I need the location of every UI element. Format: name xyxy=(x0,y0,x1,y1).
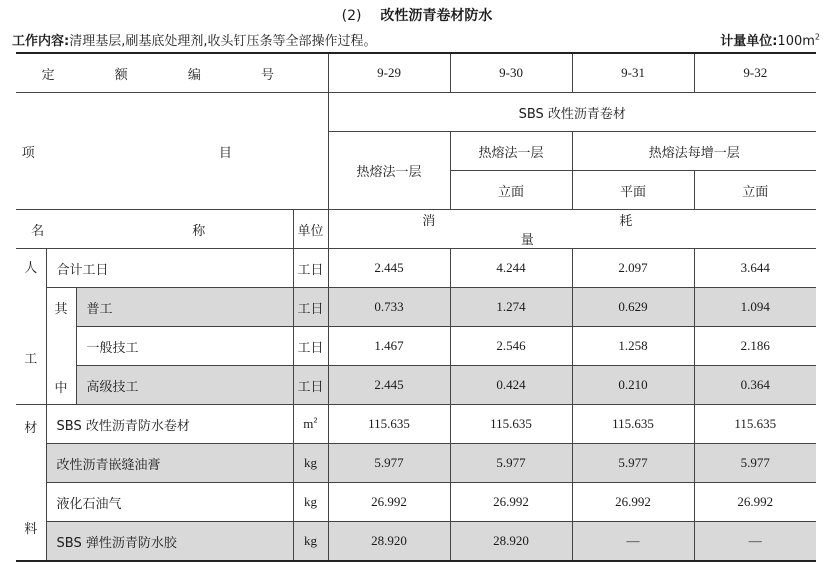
value-cell: 2.546 xyxy=(450,327,572,366)
value-cell: 26.992 xyxy=(328,483,450,522)
row-name: 合计工日 xyxy=(46,249,293,288)
value-cell: 28.920 xyxy=(328,522,450,562)
labor-category: 人 工 xyxy=(16,249,46,405)
section-title xyxy=(0,5,834,25)
row-unit: kg xyxy=(293,483,328,522)
value-cell: — xyxy=(572,522,694,562)
item-header-row-1 xyxy=(16,93,816,132)
value-cell: 115.635 xyxy=(450,405,572,444)
value-cell: 5.977 xyxy=(450,444,572,483)
item-label: 项 目 xyxy=(16,93,328,210)
value-cell: 1.094 xyxy=(694,288,816,327)
work-content-label: 工作内容: xyxy=(12,34,70,49)
labor-row xyxy=(16,249,816,288)
row-name: SBS 弹性沥青防水胶 xyxy=(46,522,293,562)
code-cell: 9-32 xyxy=(694,53,816,93)
code-row xyxy=(16,53,816,93)
value-cell: 115.635 xyxy=(694,405,816,444)
row-unit: kg xyxy=(293,444,328,483)
value-cell: 115.635 xyxy=(572,405,694,444)
section-number: (2) xyxy=(341,8,362,24)
value-cell: 0.733 xyxy=(328,288,450,327)
row-name: 高级技工 xyxy=(76,366,293,405)
value-cell: 5.977 xyxy=(572,444,694,483)
work-content-text: 清理基层,刷基底处理剂,收头钉压条等全部操作过程。 xyxy=(69,34,377,49)
value-cell: 1.274 xyxy=(450,288,572,327)
plane: 平面 xyxy=(572,171,694,210)
measure-unit-value: 100m xyxy=(777,34,815,49)
labor-row xyxy=(16,288,816,327)
facade-1: 立面 xyxy=(450,171,572,210)
value-cell: 2.186 xyxy=(694,327,816,366)
labor-row xyxy=(16,366,816,405)
row-unit: 工日 xyxy=(293,366,328,405)
value-cell: 26.992 xyxy=(450,483,572,522)
value-cell: 2.445 xyxy=(328,366,450,405)
material-row xyxy=(16,483,816,522)
value-cell: 3.644 xyxy=(694,249,816,288)
value-cell: 0.210 xyxy=(572,366,694,405)
row-unit: 工日 xyxy=(293,249,328,288)
code-label: 定 额 编 号 xyxy=(16,53,328,93)
row-name: 一般技工 xyxy=(76,327,293,366)
work-content xyxy=(12,30,376,49)
material-row xyxy=(16,522,816,562)
row-unit: $m^2$ xyxy=(293,405,328,444)
group-label: SBS 改性沥青卷材 xyxy=(328,93,816,132)
row-unit: 工日 xyxy=(293,288,328,327)
measure-unit-sup: 2 xyxy=(814,32,820,42)
value-cell: — xyxy=(694,522,816,562)
value-cell: 0.364 xyxy=(694,366,816,405)
sub-method-1: 热熔法一层 xyxy=(328,132,450,210)
measure-unit-label: 计量单位: xyxy=(720,34,778,49)
value-cell: 1.258 xyxy=(572,327,694,366)
column-header-row xyxy=(16,210,816,249)
consume-header: 消 耗 量 xyxy=(328,210,816,249)
row-unit: kg xyxy=(293,522,328,562)
value-cell: 4.244 xyxy=(450,249,572,288)
quota-table xyxy=(16,52,816,562)
row-name: 改性沥青嵌缝油膏 xyxy=(46,444,293,483)
value-cell: 115.635 xyxy=(328,405,450,444)
code-cell: 9-31 xyxy=(572,53,694,93)
name-header: 名 称 xyxy=(16,210,293,249)
sub-method-3: 热熔法每增一层 xyxy=(572,132,816,171)
material-row xyxy=(16,405,816,444)
value-cell: 26.992 xyxy=(694,483,816,522)
value-cell: 0.629 xyxy=(572,288,694,327)
row-name: 液化石油气 xyxy=(46,483,293,522)
labor-subcategory: 其 中 xyxy=(46,288,76,405)
row-unit: 工日 xyxy=(293,327,328,366)
value-cell: 0.424 xyxy=(450,366,572,405)
sub-method-2: 热熔法一层 xyxy=(450,132,572,171)
value-cell: 2.445 xyxy=(328,249,450,288)
labor-row xyxy=(16,327,816,366)
value-cell: 5.977 xyxy=(694,444,816,483)
value-cell: 2.097 xyxy=(572,249,694,288)
value-cell: 1.467 xyxy=(328,327,450,366)
section-title-text: 改性沥青卷材防水 xyxy=(380,8,493,24)
unit-header: 单位 xyxy=(293,210,328,249)
value-cell: 26.992 xyxy=(572,483,694,522)
measure-unit xyxy=(720,30,820,49)
material-category: 材 料 xyxy=(16,405,46,562)
row-name: 普工 xyxy=(76,288,293,327)
code-cell: 9-29 xyxy=(328,53,450,93)
row-name: SBS 改性沥青防水卷材 xyxy=(46,405,293,444)
code-cell: 9-30 xyxy=(450,53,572,93)
facade-2: 立面 xyxy=(694,171,816,210)
value-cell: 28.920 xyxy=(450,522,572,562)
value-cell: 5.977 xyxy=(328,444,450,483)
material-row xyxy=(16,444,816,483)
